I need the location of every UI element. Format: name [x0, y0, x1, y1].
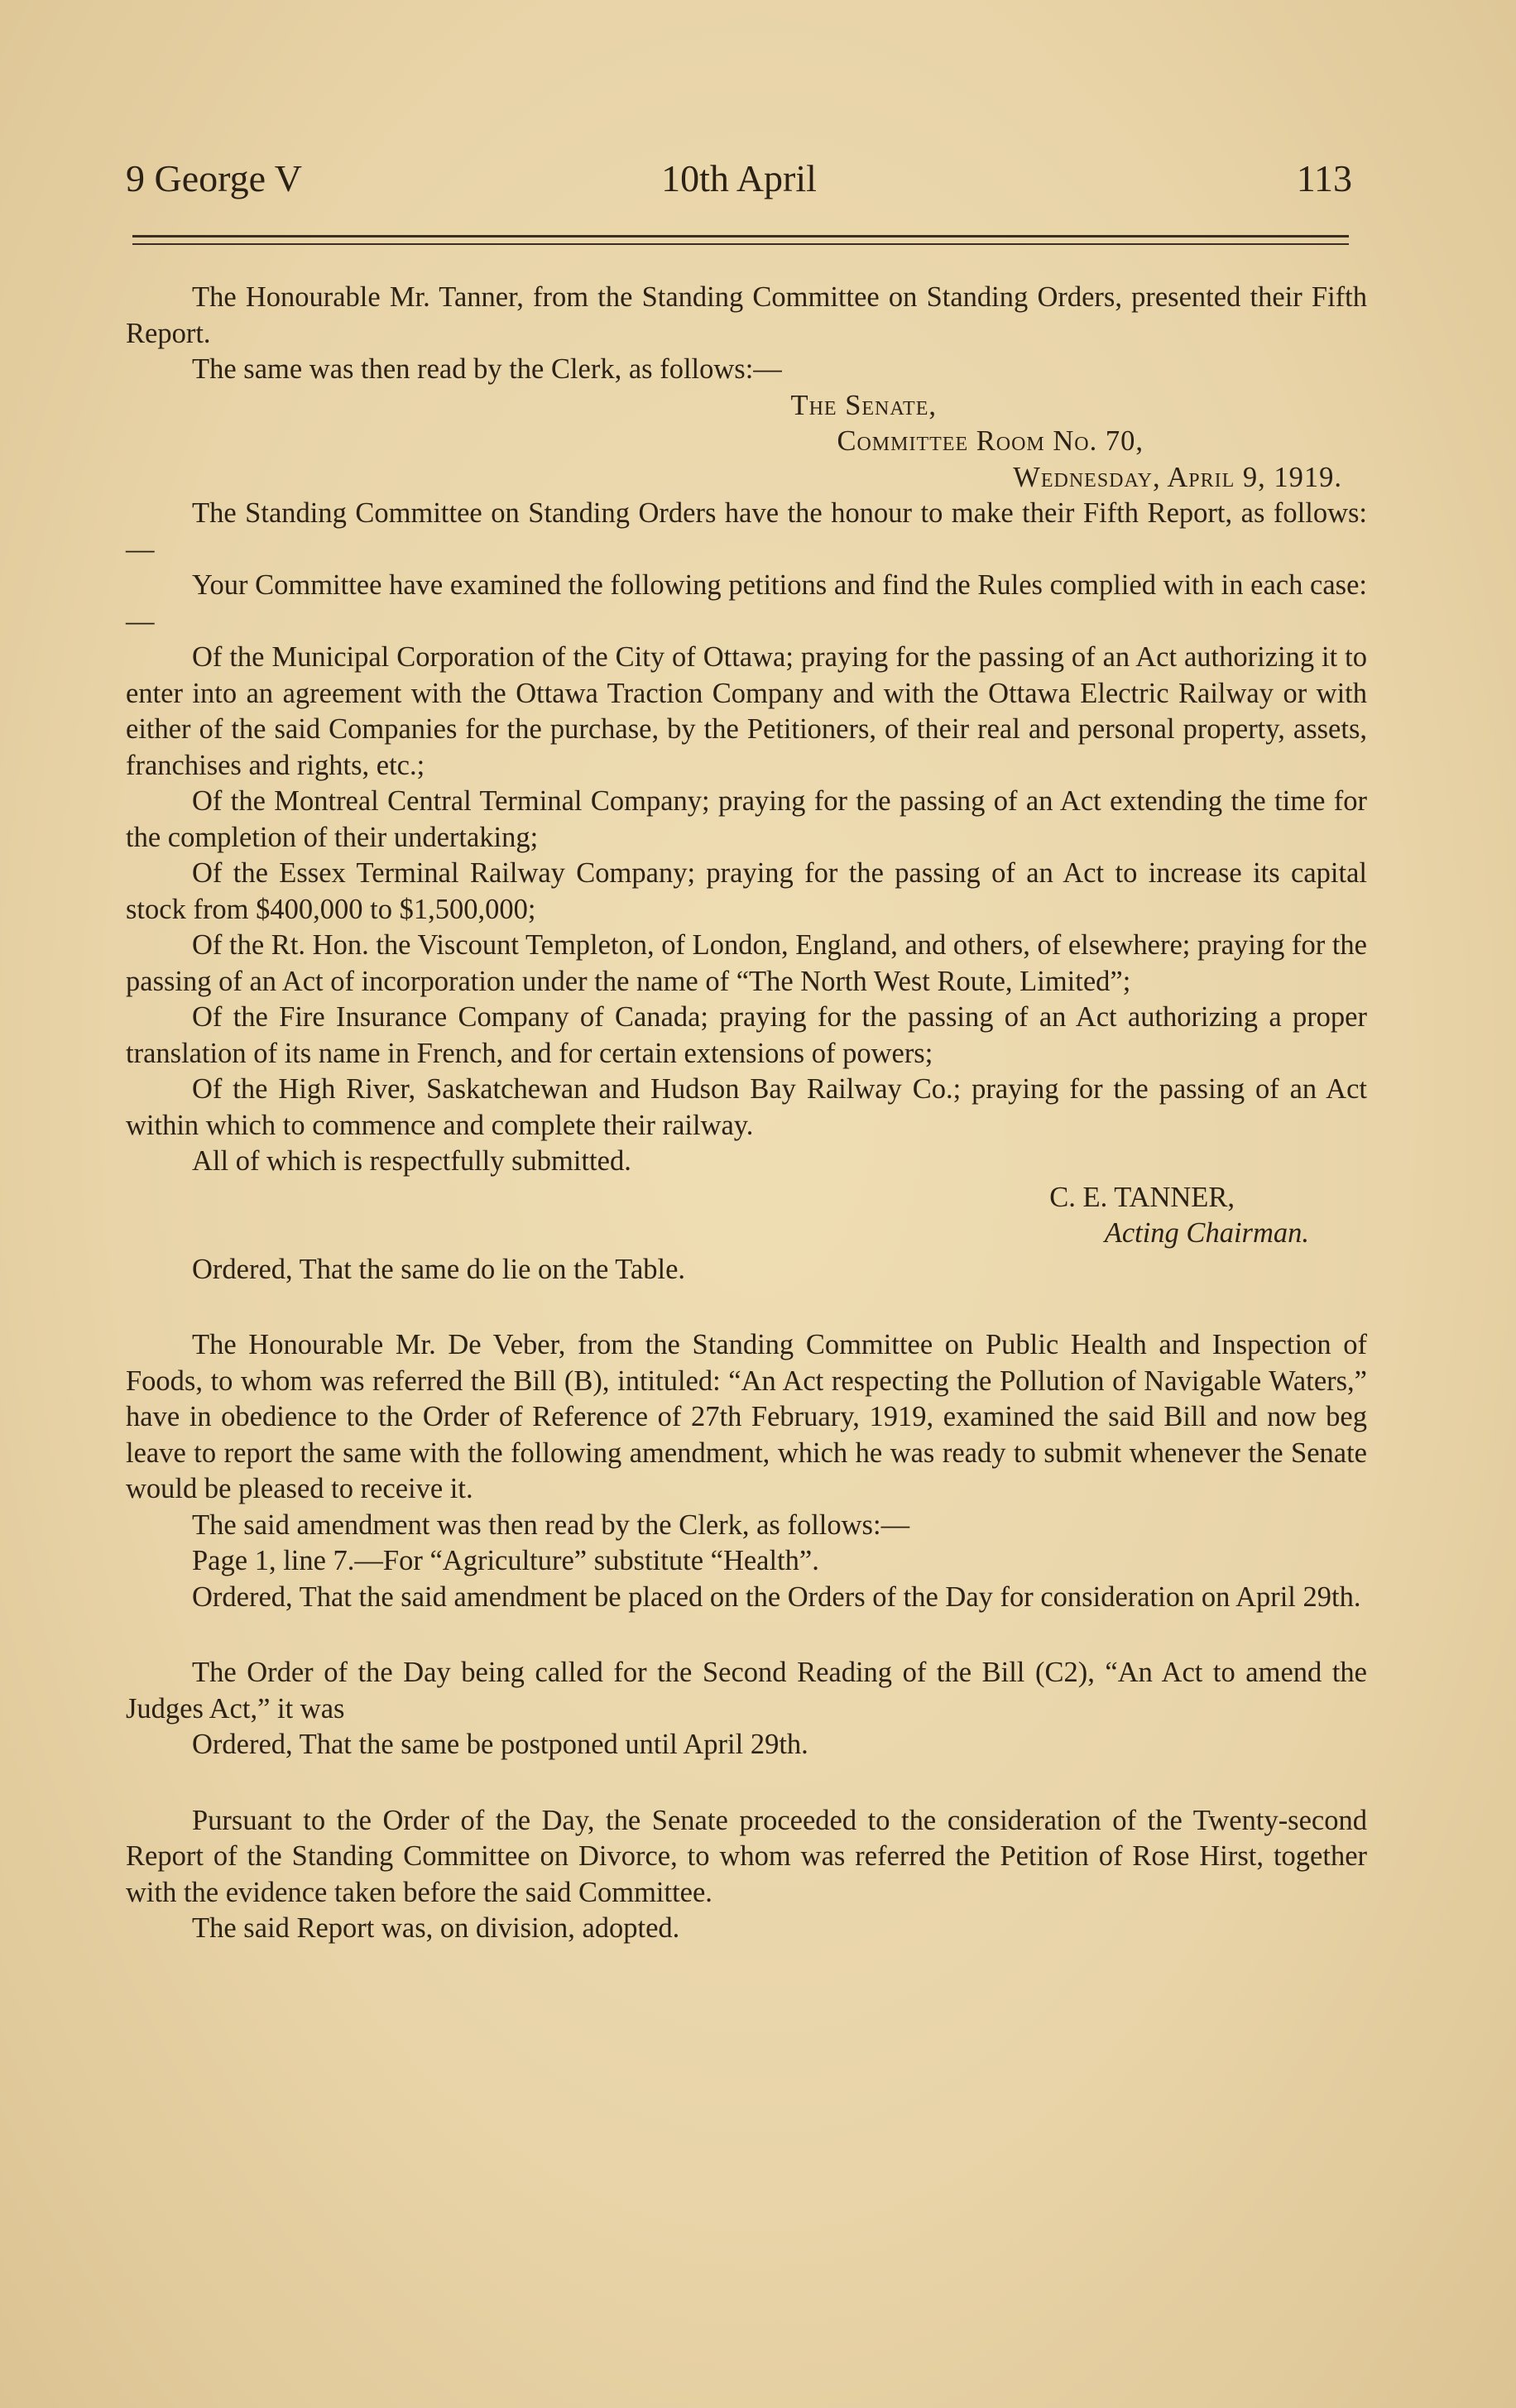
paragraph: Page 1, line 7.—For “Agriculture” substitute “Health”.	[192, 1545, 819, 1576]
paragraph: The Honourable Mr. Tanner, from the Standing Committee on Standing Orders, presented their Fifth Report.	[126, 281, 1367, 349]
section-gap	[126, 1763, 1367, 1803]
page-header	[126, 154, 1352, 212]
address-date: Wednesday, April 9, 1919.	[1013, 461, 1342, 493]
section-gap	[126, 1288, 1367, 1327]
signature-title: Acting Chairman.	[1104, 1217, 1309, 1249]
header-rule-bottom	[132, 243, 1349, 245]
petition-item: Of the Fire Insurance Company of Canada; praying for the passing of an Act authorizing a proper translation of its name in French, and for certain extensions of powers;	[126, 1001, 1367, 1069]
petition-item: Of the Rt. Hon. the Viscount Templeton, of London, England, and others, of elsewhere; praying for the passing of an Act of incorporation under the name of “The North West Route, Limited”;	[126, 929, 1367, 997]
address-room: Committee Room No. 70,	[837, 425, 1144, 457]
paragraph: The said Report was, on division, adopted.	[192, 1912, 680, 1944]
paragraph: All of which is respectfully submitted.	[192, 1145, 631, 1177]
paragraph: The same was then read by the Clerk, as follows:—	[192, 353, 782, 385]
page-date: 10th April	[661, 157, 817, 199]
regnal-year: 9 George V	[126, 157, 302, 199]
paragraph: Your Committee have examined the following petitions and find the Rules complied with in each case:—	[126, 569, 1367, 637]
paragraph: Pursuant to the Order of the Day, the Senate proceeded to the consideration of the Twenty-second Report of the Standing Committee on Divorce, to whom was referred the Petition of Rose Hirst, together with the evidence taken before the said Committee.	[126, 1804, 1367, 1908]
signature-name: C. E. TANNER,	[1049, 1181, 1235, 1213]
page-body	[126, 280, 1367, 1947]
section-gap	[126, 1615, 1367, 1655]
paragraph: The said amendment was then read by the Clerk, as follows:—	[192, 1509, 910, 1541]
paragraph: Ordered, That the said amendment be placed on the Orders of the Day for consideration on April 29th.	[192, 1581, 1361, 1613]
paragraph: The Order of the Day being called for the Second Reading of the Bill (C2), “An Act to amend the Judges Act,” it was	[126, 1657, 1367, 1724]
paragraph: Ordered, That the same do lie on the Table.	[192, 1253, 686, 1285]
petition-item: Of the Municipal Corporation of the City of Ottawa; praying for the passing of an Act authorizing it to enter into an agreement with the Ottawa Traction Company and with the Ottawa Electric Railway or with either of the said Companies for the purchase, by the Petitioners, of their real and personal property, assets, franchises and rights, etc.;	[126, 641, 1367, 781]
address-senate: The Senate,	[790, 389, 937, 421]
paragraph: The Honourable Mr. De Veber, from the Standing Committee on Public Health and Inspection of Foods, to whom was referred the Bill (B), intituled: “An Act respecting the Pollution of Navigable Waters,” have in obedience to the Order of Reference of 27th February, 1919, examined the said Bill and now beg leave to report the same with the following amendment, which he was ready to submit whenever the Senate would be pleased to receive it.	[126, 1329, 1367, 1504]
page-number: 113	[1296, 157, 1352, 199]
petition-item: Of the High River, Saskatchewan and Hudson Bay Railway Co.; praying for the passing of an Act within which to commence and complete their railway.	[126, 1073, 1367, 1141]
petition-item: Of the Montreal Central Terminal Company; praying for the passing of an Act extending the time for the completion of their undertaking;	[126, 785, 1367, 853]
petition-item: Of the Essex Terminal Railway Company; praying for the passing of an Act to increase its capital stock from $400,000 to $1,500,000;	[126, 857, 1367, 925]
paragraph: The Standing Committee on Standing Orders have the honour to make their Fifth Report, as follows:—	[126, 497, 1367, 565]
paragraph: Ordered, That the same be postponed until April 29th.	[192, 1729, 808, 1760]
header-rule-top	[132, 235, 1349, 237]
